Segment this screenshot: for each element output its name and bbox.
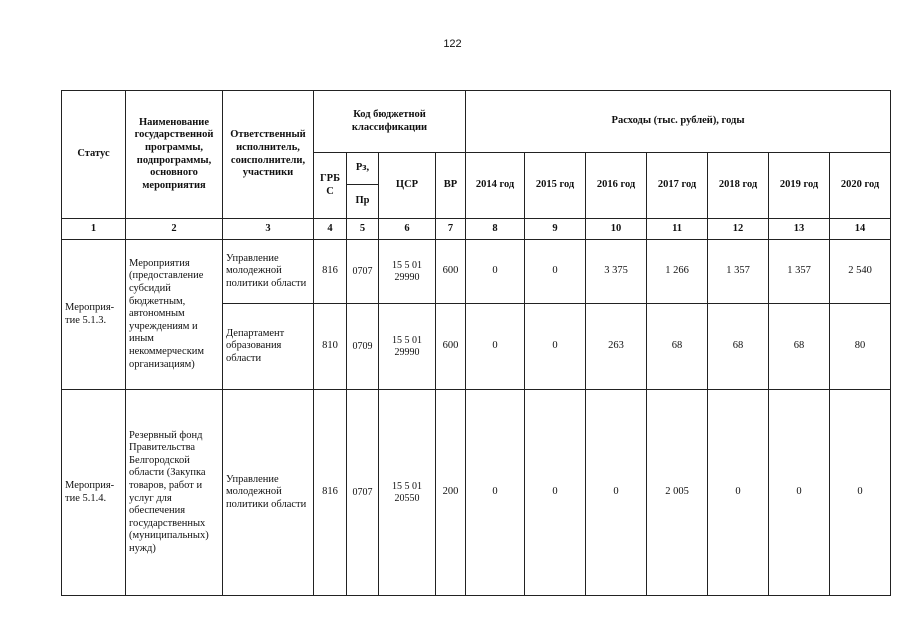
cell-value: 2 005 [647,390,708,596]
header-status: Статус [62,91,126,219]
column-number: 7 [436,219,466,240]
column-number: 11 [647,219,708,240]
header-grbs: ГРБ С [314,153,347,219]
header-budget-code: Код бюджетной классификации [314,91,466,153]
column-number-row [62,219,891,240]
header-year: 2015 год [525,153,586,219]
cell-value: 0 [830,390,891,596]
column-number: 4 [314,219,347,240]
column-number: 3 [223,219,314,240]
header-vr: ВР [436,153,466,219]
column-number: 12 [708,219,769,240]
header-rz: Рз, [347,153,379,185]
cell-grbs: 816 [314,240,347,304]
cell-value: 1 357 [708,240,769,304]
row-name: Резервный фонд Правительства Белгородской области (Закупка товаров, работ и услуг для обеспечения государственных (муниципальных) нужд) [126,390,223,596]
cell-grbs: 810 [314,304,347,390]
cell-vr: 600 [436,240,466,304]
column-number: 5 [347,219,379,240]
header-pr: Пр [347,185,379,219]
cell-value: 0 [769,390,830,596]
header-csr: ЦСР [379,153,436,219]
cell-rzpr: 0709 [347,304,379,390]
budget-table [61,90,891,596]
cell-value: 80 [830,304,891,390]
header-year: 2017 год [647,153,708,219]
cell-value: 1 357 [769,240,830,304]
header-executor: Ответственный исполнитель, соисполнители, участники [223,91,314,219]
column-number: 10 [586,219,647,240]
cell-value: 68 [769,304,830,390]
cell-value: 263 [586,304,647,390]
row-executor: Управление молодежной политики области [223,240,314,304]
row-executor: Департамент образования области [223,304,314,390]
cell-value: 0 [466,304,525,390]
header-year: 2020 год [830,153,891,219]
cell-value: 3 375 [586,240,647,304]
cell-rzpr: 0707 [347,240,379,304]
cell-csr: 15 5 01 29990 [379,304,436,390]
column-number: 9 [525,219,586,240]
cell-value: 68 [708,304,769,390]
column-number: 1 [62,219,126,240]
column-number: 8 [466,219,525,240]
cell-value: 0 [466,390,525,596]
row-executor: Управление молодежной политики области [223,390,314,596]
row-status: Мероприя-тие 5.1.3. [62,240,126,390]
header-year: 2016 год [586,153,647,219]
cell-value: 1 266 [647,240,708,304]
table-row [62,390,891,596]
column-number: 14 [830,219,891,240]
cell-vr: 600 [436,304,466,390]
cell-rzpr: 0707 [347,390,379,596]
cell-value: 0 [525,240,586,304]
cell-csr: 15 5 01 29990 [379,240,436,304]
header-name: Наименование государственной программы, подпрограммы, основного мероприятия [126,91,223,219]
cell-value: 0 [466,240,525,304]
header-expenses: Расходы (тыс. рублей), годы [466,91,891,153]
row-name: Мероприятия (предоставление субсидий бюджетным, автономным учреждениям и иным некоммерческим организациям) [126,240,223,390]
cell-value: 0 [525,304,586,390]
cell-csr: 15 5 01 20550 [379,390,436,596]
column-number: 6 [379,219,436,240]
column-number: 2 [126,219,223,240]
cell-grbs: 816 [314,390,347,596]
cell-vr: 200 [436,390,466,596]
column-number: 13 [769,219,830,240]
cell-value: 2 540 [830,240,891,304]
header-year: 2014 год [466,153,525,219]
cell-value: 0 [586,390,647,596]
cell-value: 0 [708,390,769,596]
row-status: Мероприя-тие 5.1.4. [62,390,126,596]
table-row [62,240,891,304]
header-year: 2018 год [708,153,769,219]
cell-value: 68 [647,304,708,390]
cell-value: 0 [525,390,586,596]
page-number: 122 [443,38,462,50]
header-year: 2019 год [769,153,830,219]
